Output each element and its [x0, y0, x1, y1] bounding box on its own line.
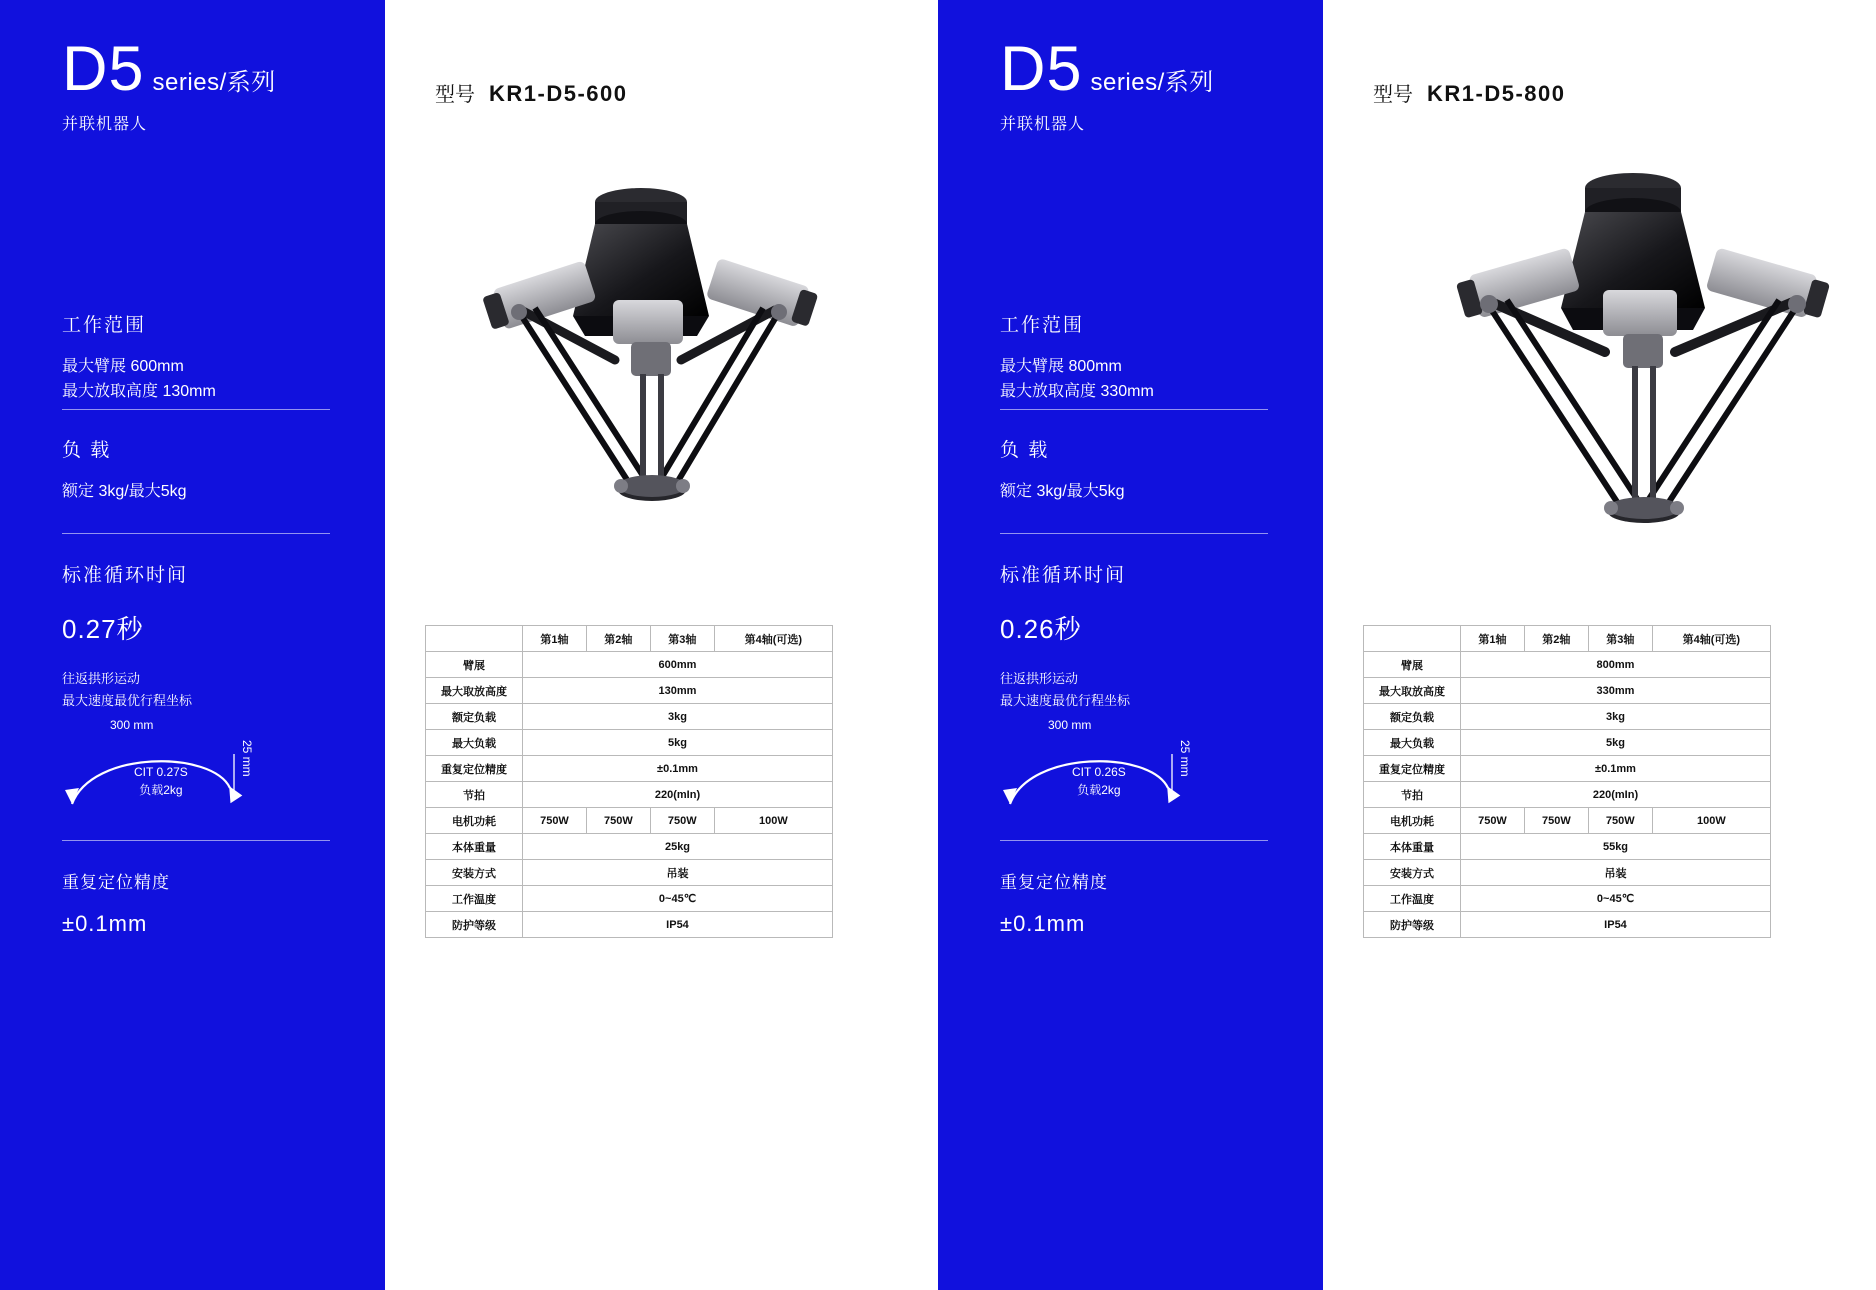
product-detail-area [1323, 0, 1876, 1290]
row-label: 电机功耗 [426, 808, 523, 834]
table-row [426, 808, 833, 834]
product-panel-d5-800 [938, 0, 1876, 1290]
divider-3 [62, 840, 330, 841]
divider-2 [62, 533, 330, 534]
series-code: D5 [62, 34, 145, 104]
row-value: 220(mIn) [523, 782, 833, 808]
row-value: 3kg [1461, 704, 1771, 730]
row-label: 重复定位精度 [426, 756, 523, 782]
table-header-row [426, 626, 833, 652]
arc-height-label: 25 mm [1178, 740, 1192, 777]
row-label: 工作温度 [1364, 886, 1461, 912]
row-label: 臂展 [1364, 652, 1461, 678]
cycle-note-1: 往返拱形运动 [62, 671, 141, 686]
table-row [426, 834, 833, 860]
series-subtitle: series/系列 [152, 69, 276, 96]
table-row [426, 782, 833, 808]
row-label: 安装方式 [1364, 860, 1461, 886]
row-value: 750W [1461, 808, 1525, 834]
cycle-time-group [62, 560, 332, 712]
row-value: 750W [586, 808, 650, 834]
table-row [426, 678, 833, 704]
row-label: 臂展 [426, 652, 523, 678]
row-value: ±0.1mm [1461, 756, 1771, 782]
model-heading [435, 78, 628, 107]
row-label: 电机功耗 [1364, 808, 1461, 834]
table-row [1364, 912, 1771, 938]
delta-robot-illustration [1383, 140, 1876, 570]
row-value: 220(mIn) [1461, 782, 1771, 808]
cycle-time-group [1000, 560, 1270, 712]
accuracy-title: 重复定位精度 [1000, 873, 1108, 892]
payload-title: 负 载 [1000, 440, 1050, 461]
product-detail-area [385, 0, 938, 1290]
delta-robot-illustration [445, 150, 925, 570]
table-row [1364, 704, 1771, 730]
table-row [1364, 756, 1771, 782]
cycle-time-title: 标准循环时间 [1000, 565, 1127, 586]
row-label: 最大取放高度 [426, 678, 523, 704]
accuracy-title: 重复定位精度 [62, 873, 170, 892]
row-value: ±0.1mm [523, 756, 833, 782]
work-range-title: 工作范围 [62, 315, 147, 336]
row-label: 最大负载 [1364, 730, 1461, 756]
table-row [1364, 808, 1771, 834]
row-value: 3kg [523, 704, 833, 730]
row-label: 防护等级 [426, 912, 523, 938]
row-value: IP54 [523, 912, 833, 938]
arc-inner-label [1072, 763, 1126, 799]
accuracy-value: ±0.1mm [62, 911, 148, 936]
arc-load-label: 负载2kg [139, 783, 183, 797]
table-row [1364, 730, 1771, 756]
payload-group [62, 435, 332, 505]
table-row [426, 886, 833, 912]
table-header-cell: 第1轴 [523, 626, 587, 652]
row-value: 800mm [1461, 652, 1771, 678]
row-value: 吊装 [1461, 860, 1771, 886]
model-label: 型号 [1373, 84, 1413, 106]
table-row [1364, 886, 1771, 912]
row-value: 330mm [1461, 678, 1771, 704]
work-range-line-2: 最大放取高度 130mm [62, 382, 216, 400]
arc-cit-label: CIT 0.27S [134, 765, 188, 779]
payload-group [1000, 435, 1270, 505]
table-row [426, 730, 833, 756]
row-label: 工作温度 [426, 886, 523, 912]
spec-sidebar [0, 0, 385, 1290]
table-row [1364, 652, 1771, 678]
row-value: 600mm [523, 652, 833, 678]
divider-3 [1000, 840, 1268, 841]
arc-height-label: 25 mm [240, 740, 254, 777]
arc-width-label: 300 mm [1048, 718, 1092, 732]
payload-title: 负 载 [62, 440, 112, 461]
arc-inner-label [134, 763, 188, 799]
cycle-time-title: 标准循环时间 [62, 565, 189, 586]
row-label: 本体重量 [426, 834, 523, 860]
model-label: 型号 [435, 84, 475, 106]
table-header-cell: 第1轴 [1461, 626, 1525, 652]
work-range-title: 工作范围 [1000, 315, 1085, 336]
row-value: 55kg [1461, 834, 1771, 860]
specification-table [425, 625, 833, 938]
row-label: 额定负载 [1364, 704, 1461, 730]
row-value: 5kg [523, 730, 833, 756]
row-value: 750W [523, 808, 587, 834]
arc-width-label: 300 mm [110, 718, 154, 732]
spec-sidebar [938, 0, 1323, 1290]
table-row [1364, 834, 1771, 860]
table-row [426, 912, 833, 938]
divider-1 [1000, 409, 1268, 410]
cycle-arc-diagram [1000, 718, 1220, 828]
spec-table-body [1364, 626, 1771, 938]
row-label: 重复定位精度 [1364, 756, 1461, 782]
row-label: 防护等级 [1364, 912, 1461, 938]
table-row [426, 652, 833, 678]
series-block [1000, 34, 1214, 134]
row-label: 节拍 [426, 782, 523, 808]
row-value: IP54 [1461, 912, 1771, 938]
table-row [426, 704, 833, 730]
row-value: 130mm [523, 678, 833, 704]
model-value: KR1-D5-800 [1427, 81, 1566, 106]
row-label: 安装方式 [426, 860, 523, 886]
accuracy-group [62, 868, 332, 937]
payload-line-1: 额定 3kg/最大5kg [1000, 483, 1125, 500]
accuracy-value: ±0.1mm [1000, 911, 1086, 936]
payload-line-1: 额定 3kg/最大5kg [62, 483, 187, 500]
row-value: 0~45℃ [523, 886, 833, 912]
row-value: 100W [1652, 808, 1770, 834]
work-range-line-1: 最大臂展 600mm [62, 358, 184, 375]
work-range-group [62, 310, 332, 405]
row-value: 吊装 [523, 860, 833, 886]
accuracy-group [1000, 868, 1270, 937]
table-row [426, 756, 833, 782]
row-label: 节拍 [1364, 782, 1461, 808]
series-block [62, 34, 276, 134]
cycle-time-value: 0.27秒 [62, 614, 144, 644]
table-row [1364, 860, 1771, 886]
cycle-time-value: 0.26秒 [1000, 614, 1082, 644]
table-header-cell: 第3轴 [1588, 626, 1652, 652]
work-range-line-2: 最大放取高度 330mm [1000, 382, 1154, 400]
arc-load-label: 负载2kg [1077, 783, 1121, 797]
divider-1 [62, 409, 330, 410]
specification-table [1363, 625, 1771, 938]
row-label: 本体重量 [1364, 834, 1461, 860]
series-subtitle: series/系列 [1090, 69, 1214, 96]
arc-cit-label: CIT 0.26S [1072, 765, 1126, 779]
row-value: 750W [650, 808, 714, 834]
table-header-cell: 第4轴(可选) [714, 626, 832, 652]
work-range-line-1: 最大臂展 800mm [1000, 358, 1122, 375]
model-heading [1373, 78, 1566, 107]
table-header-row [1364, 626, 1771, 652]
row-value: 750W [1588, 808, 1652, 834]
cycle-note-1: 往返拱形运动 [1000, 671, 1079, 686]
work-range-group [1000, 310, 1270, 405]
model-value: KR1-D5-600 [489, 81, 628, 106]
row-label: 最大负载 [426, 730, 523, 756]
divider-2 [1000, 533, 1268, 534]
table-header-cell: 第2轴 [586, 626, 650, 652]
series-chinese-name: 并联机器人 [1000, 116, 1086, 133]
row-value: 750W [1524, 808, 1588, 834]
table-header-cell [426, 626, 523, 652]
series-code: D5 [1000, 34, 1083, 104]
row-value: 25kg [523, 834, 833, 860]
row-value: 5kg [1461, 730, 1771, 756]
spec-table-body [426, 626, 833, 938]
table-header-cell [1364, 626, 1461, 652]
row-label: 额定负载 [426, 704, 523, 730]
table-header-cell: 第3轴 [650, 626, 714, 652]
table-header-cell: 第4轴(可选) [1652, 626, 1770, 652]
table-header-cell: 第2轴 [1524, 626, 1588, 652]
series-chinese-name: 并联机器人 [62, 116, 148, 133]
row-value: 0~45℃ [1461, 886, 1771, 912]
cycle-note-2: 最大速度最优行程坐标 [62, 693, 193, 709]
cycle-arc-diagram [62, 718, 282, 828]
row-label: 最大取放高度 [1364, 678, 1461, 704]
table-row [1364, 678, 1771, 704]
table-row [426, 860, 833, 886]
cycle-note-2: 最大速度最优行程坐标 [1000, 693, 1131, 709]
row-value: 100W [714, 808, 832, 834]
table-row [1364, 782, 1771, 808]
